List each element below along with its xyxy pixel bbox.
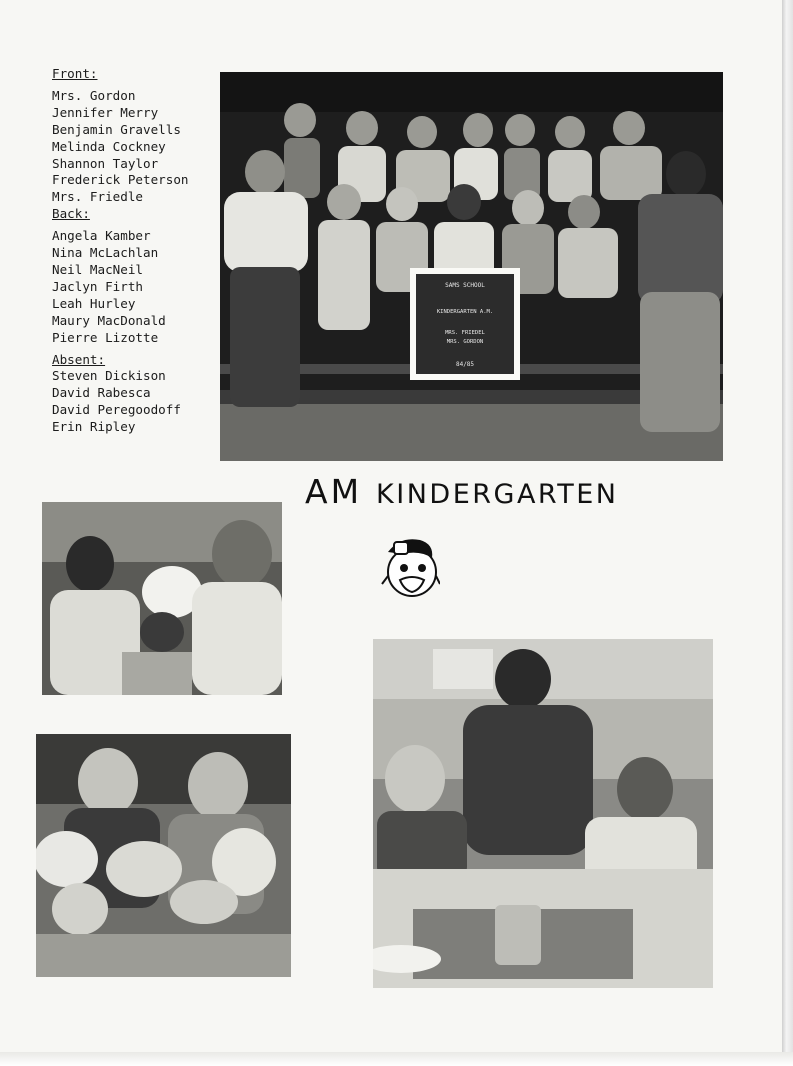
absent-name: Erin Ripley	[52, 419, 136, 435]
front-name: Benjamin Gravells	[52, 121, 181, 137]
title-kindergarten: KINDERGARTEN	[376, 479, 619, 510]
front-name: Shannon Taylor	[52, 155, 159, 171]
absent-name: David Rabesca	[52, 385, 151, 401]
craft-table-photo	[373, 639, 713, 988]
back-name: Pierre Lizotte	[52, 329, 159, 345]
back-name: Angela Kamber	[52, 228, 151, 244]
front-name: Mrs. Friedle	[52, 189, 143, 205]
sign-school: SAMS SCHOOL	[445, 282, 485, 289]
front-name: Frederick Peterson	[52, 172, 189, 188]
sign-teacher-1: MRS. FRIEDEL	[445, 330, 485, 336]
front-name: Jennifer Merry	[52, 104, 159, 120]
back-name: Leah Hurley	[52, 295, 136, 311]
sign-teacher-2: MRS. GORDON	[446, 339, 484, 345]
page-title	[305, 472, 725, 516]
page-edge-bottom	[0, 1052, 793, 1066]
front-name: Mrs. Gordon	[52, 87, 136, 103]
face-painting-photo	[42, 502, 282, 695]
absent-header: Absent:	[52, 351, 106, 367]
title-am: AM	[305, 472, 363, 511]
absent-name: Steven Dickison	[52, 368, 166, 384]
class-group-photo	[220, 72, 723, 461]
mascot-duck-icon	[380, 532, 440, 598]
roster-list	[52, 66, 222, 436]
sign-class: KINDERGARTEN A.M.	[436, 309, 494, 315]
back-header: Back:	[52, 206, 90, 222]
balloons-photo	[36, 734, 291, 977]
back-name: Jaclyn Firth	[52, 278, 143, 294]
back-name: Neil MacNeil	[52, 261, 143, 277]
sign-year: 84/85	[455, 361, 475, 368]
front-header: Front:	[52, 66, 98, 81]
absent-name: David Peregoodoff	[52, 402, 181, 418]
back-name: Nina McLachlan	[52, 245, 159, 261]
back-name: Maury MacDonald	[52, 312, 166, 328]
page-edge-right	[782, 0, 793, 1066]
front-name: Melinda Cockney	[52, 138, 166, 154]
